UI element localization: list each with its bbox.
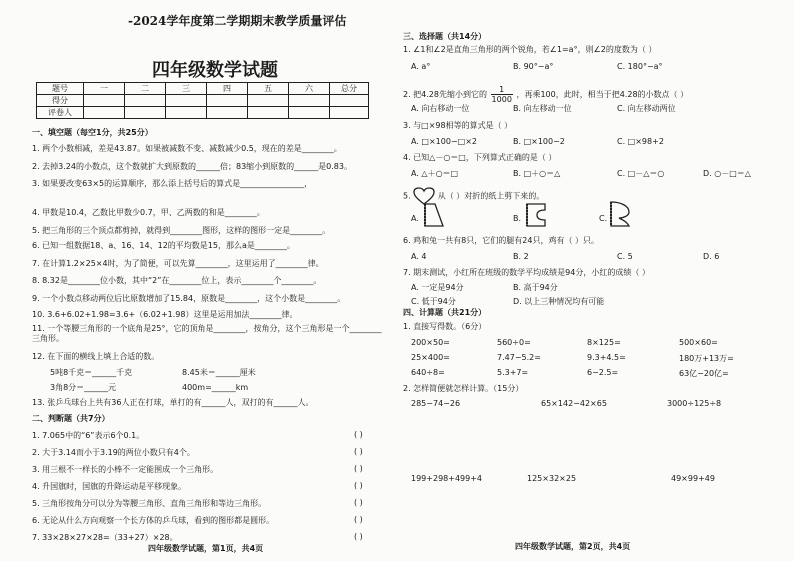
- fraction-numerator: 1: [491, 85, 513, 95]
- option: C. 180°−a°: [617, 62, 663, 71]
- calc-item: 6−2.5=: [587, 368, 619, 377]
- option: A. 4: [411, 252, 427, 261]
- question: [403, 85, 688, 104]
- question: 2. 去掉3.24的小数点，这个数就扩大到原数的______倍；83缩小到原数的______是0.83。: [32, 162, 352, 171]
- question-text: 2. 把4.28先缩小到它的: [403, 90, 487, 99]
- question: 4. 甲数是10.4，乙数比甲数少0.7，甲、乙两数的和是________。: [32, 208, 265, 217]
- option: C. □－△＝○: [617, 169, 665, 178]
- score-table-header: 五: [248, 83, 289, 95]
- question-text: ，再乘100，此时，相当于把4.28的小数点（ ）: [516, 90, 689, 99]
- option: C. 向左移动两位: [617, 104, 676, 113]
- question: 12. 在下面的横线上填上合适的数。: [32, 352, 160, 361]
- calc-item: 8×125=: [587, 338, 621, 347]
- option: B. 90°−a°: [513, 62, 554, 71]
- score-row-label: 得分: [37, 95, 84, 107]
- section-heading: 二、判断题（共7分）: [32, 414, 110, 423]
- question: 5. 把三角形的三个顶点都剪掉，就得到________图形，这样的图形一定是________。: [32, 226, 331, 235]
- option: A. △＋○＝□: [411, 169, 459, 178]
- option: A. 向右移动一位: [411, 104, 470, 113]
- option: C. 5: [617, 252, 633, 261]
- fraction-denominator: 1000: [491, 95, 512, 104]
- score-table-header: 六: [289, 83, 330, 95]
- fold-shape-b-icon: [525, 202, 549, 228]
- judge-question: 6. 无论从什么方向观察一个长方体的乒乓球，看到的图形都是圆形。: [32, 516, 275, 525]
- score-table-header: 四: [207, 83, 248, 95]
- question-number: 5.: [403, 191, 411, 201]
- page-footer: 四年级数学试题，第1页，共4页: [148, 544, 264, 553]
- option: A.: [411, 214, 419, 223]
- subject-title: 四年级数学试题: [152, 60, 278, 81]
- question: 6. 鸡和兔一共有8只，它们的腿有24只，鸡有（ ）只。: [403, 236, 599, 245]
- answer-bracket: ( ): [354, 481, 363, 490]
- judge-question: 5. 三角形按角分可以分为等腰三角形、直角三角形和等边三角形。: [32, 499, 267, 508]
- section-heading: 一、填空题（每空1分，共25分）: [32, 128, 153, 137]
- judge-question: 2. 大于3.14而小于3.19的两位小数只有4个。: [32, 448, 195, 457]
- calc-item: 125×32×25: [527, 474, 577, 483]
- answer-bracket: ( ): [354, 464, 363, 473]
- option: C.: [599, 214, 608, 223]
- question: 7. 期末测试，小红所在班级的数学平均成绩是94分，小红的成绩（ ）: [403, 268, 650, 277]
- option: B. 高于94分: [513, 283, 558, 292]
- calc-item: 3000÷125÷8: [667, 399, 722, 408]
- calc-item: 640÷8=: [411, 368, 445, 377]
- option: D. 以上三种情况均有可能: [513, 297, 605, 306]
- score-table-header: 总分: [330, 83, 369, 95]
- question: 7. 在计算1.2×25×4时，为了简便，可以先算________，这里运用了________律。: [32, 259, 324, 268]
- conversion: 400m=______km: [182, 383, 249, 392]
- score-table: [36, 82, 369, 119]
- calc-item: 49×99+49: [671, 474, 715, 483]
- answer-bracket: ( ): [354, 498, 363, 507]
- option: C. □×98+2: [617, 137, 664, 146]
- score-table-header: 三: [166, 83, 207, 95]
- question: 4. 已知△－○＝□，下列算式正确的是（ ）: [403, 153, 557, 162]
- question: 6. 已知一组数据18、a、16、14、12的平均数是15，那么a是________。: [32, 241, 295, 250]
- answer-bracket: ( ): [354, 532, 363, 541]
- question: 11. 一个等腰三角形的一个底角是25°，它的顶角是________，按角分，这个三角形是一个________三角形。: [32, 324, 382, 343]
- question: 8. 8.32是________位小数，其中“2”在________位上，表示________个________。: [32, 276, 322, 285]
- conversion: 5吨8千克＝______千克: [50, 368, 133, 377]
- calc-item: 9.3+4.5=: [587, 353, 626, 362]
- question: 3. 如果要改变63×5的运算顺序，那么添上括号后的算式是________________，: [32, 179, 313, 188]
- calc-item: 5.3+7=: [497, 368, 529, 377]
- answer-bracket: ( ): [354, 447, 363, 456]
- question: 1. ∠1和∠2是直角三角形的两个锐角，若∠1=a°，则∠2的度数为（ ）: [403, 45, 657, 54]
- calc-item: 500×60=: [679, 338, 718, 347]
- judge-question: 1. 7.065中的“6”表示6个0.1。: [32, 431, 145, 440]
- score-table-header: 二: [125, 83, 166, 95]
- option: A. a°: [411, 62, 431, 71]
- fold-shape-a-icon: [423, 202, 445, 228]
- answer-bracket: ( ): [354, 430, 363, 439]
- question: 9. 一个小数点移动两位后比原数增加了15.84，原数是________，这个小数是________。: [32, 294, 346, 303]
- exam-title: -2024学年度第二学期期末教学质量评估: [128, 14, 347, 28]
- judge-question: 4. 升国旗时，国旗的升降运动是平移现象。: [32, 482, 187, 491]
- calc-item: 285−74−26: [411, 399, 461, 408]
- calc-item: 25×400=: [411, 353, 450, 362]
- question: 10. 3.6+6.02+1.98=3.6+（6.02+1.98）这里是运用加法________律。: [32, 310, 298, 319]
- option: A. 一定是94分: [411, 283, 464, 292]
- question: 13. 张乒乓球台上共有36人正在打球，单打的有______人，双打的有______人。: [32, 398, 314, 407]
- judge-question: 7. 33×28×27×28=（33+27）×28。: [32, 533, 178, 542]
- question: 3. 与□×98相等的算式是（ ）: [403, 121, 513, 130]
- answer-bracket: ( ): [354, 515, 363, 524]
- exam-page-2: [397, 0, 794, 561]
- score-table-header: 一: [84, 83, 125, 95]
- option: B.: [513, 214, 522, 223]
- option: C. 低于94分: [411, 297, 456, 306]
- score-table-header: 题号: [37, 83, 84, 95]
- option: B. □＋○＝△: [513, 169, 561, 178]
- question-text: 从（ ）对折的纸上剪下来的。: [437, 191, 545, 201]
- conversion: 8.45米＝______厘米: [182, 368, 256, 377]
- option: A. □×100−□×2: [411, 137, 478, 146]
- option: D. 6: [703, 252, 720, 261]
- section-heading: 四、计算题（共21分）: [403, 308, 487, 317]
- option: B. 2: [513, 252, 529, 261]
- calc-item: 200×50=: [411, 338, 450, 347]
- judge-question: 3. 用三根不一样长的小棒不一定能围成一个三角形。: [32, 465, 219, 474]
- fold-shape-c-icon: [609, 200, 633, 228]
- option: D. ○－□＝△: [703, 169, 751, 178]
- option: B. □×100−2: [513, 137, 565, 146]
- calc-item: 560÷0=: [497, 338, 531, 347]
- page-footer: 四年级数学试题，第2页，共4页: [515, 542, 631, 551]
- score-row-label: 评卷人: [37, 107, 84, 119]
- subheading: 2. 怎样简便就怎样计算。（15分）: [403, 384, 524, 393]
- subheading: 1. 直接写得数。（6分）: [403, 322, 487, 331]
- question: 1. 两个小数相减，差是43.87。如果被减数不变、减数减少0.5，现在的差是________。: [32, 144, 342, 153]
- section-heading: 三、选择题（共14分）: [403, 32, 487, 41]
- option: B. 向左移动一位: [513, 104, 572, 113]
- fraction: [491, 85, 513, 104]
- calc-item: 65×142−42×65: [541, 399, 607, 408]
- calc-item: 63亿−20亿=: [679, 369, 729, 378]
- conversion: 3角8分＝______元: [50, 383, 117, 392]
- calc-item: 7.47−5.2=: [497, 353, 541, 362]
- calc-item: 180万+13万=: [679, 354, 734, 363]
- calc-item: 199+298+499+4: [411, 474, 483, 483]
